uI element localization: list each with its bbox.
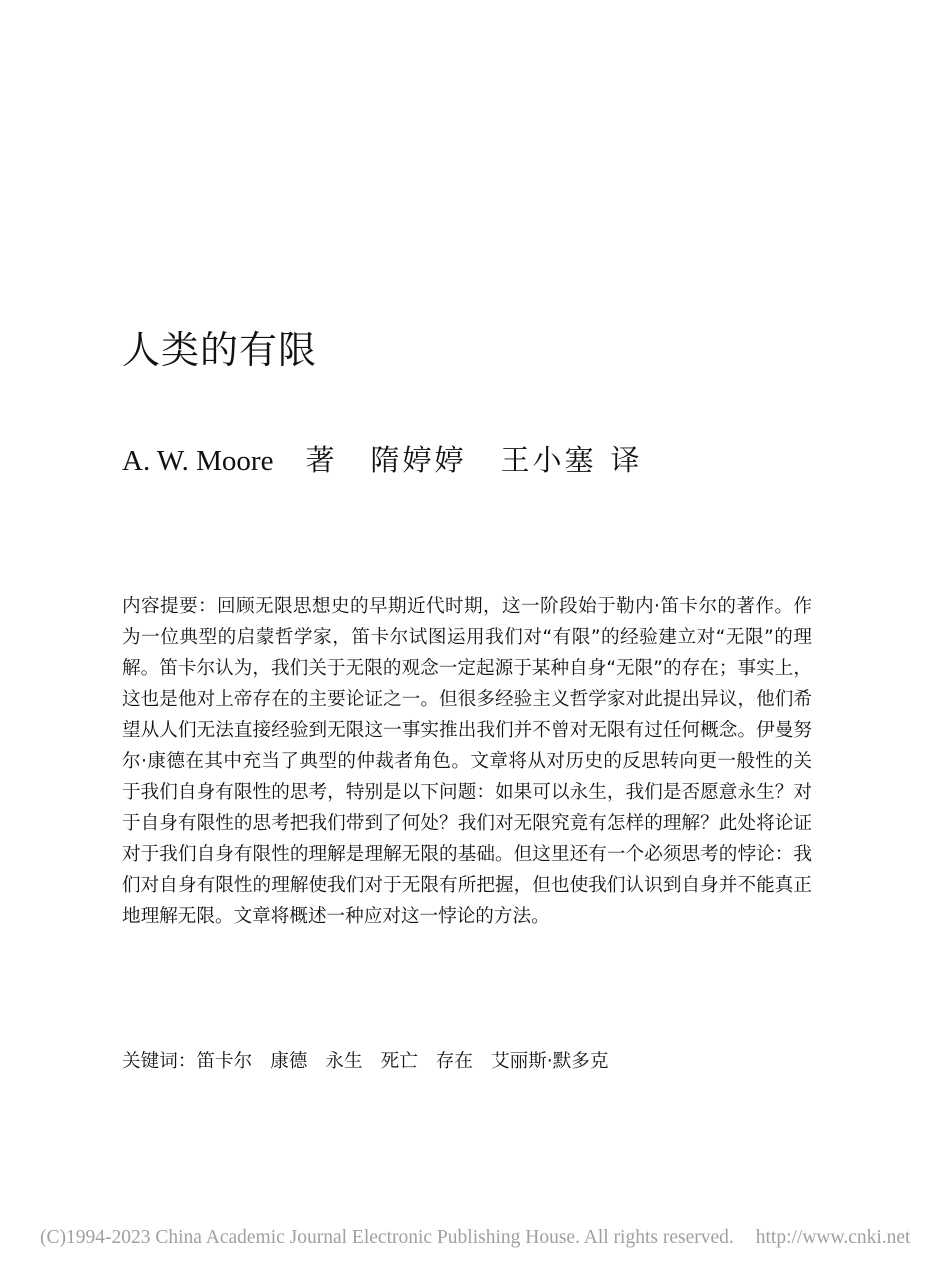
article-title: 人类的有限 bbox=[122, 328, 318, 372]
byline bbox=[122, 444, 642, 479]
abstract bbox=[122, 591, 812, 932]
abstract-label: 内容提要： bbox=[122, 596, 218, 617]
keyword: 死亡 bbox=[380, 1051, 418, 1072]
keyword: 笛卡尔 bbox=[196, 1051, 253, 1072]
keyword: 艾丽斯·默多克 bbox=[491, 1051, 609, 1072]
keywords-label: 关键词： bbox=[122, 1051, 197, 1072]
abstract-text: 回顾无限思想史的早期近代时期，这一阶段始于勒内·笛卡尔的著作。作为一位典型的启蒙哲学家，笛卡尔试图运用我们对“有限”的经验建立对“无限”的理解。笛卡尔认为，我们关于无限的观念一定起源于某种自身“无限”的存在；事实上，这也是他对上帝存在的主要论证之一。但很多经验主义哲学家对此提出异议，他们希望从人们无法直接经验到无限这一事实推出我们并不曾对无限有过任何概念。伊曼努尔·康德在其中充当了典型的仲裁者角色。文章将从对历史的反思转向更一般性的关于我们自身有限性的思考，特别是以下问题：如果可以永生，我们是否愿意永生？对于自身有限性的思考把我们带到了何处？我们对无限究竟有怎样的理解？此处将论证对于我们自身有限性的理解是理解无限的基础。但这里还有一个必须思考的悖论：我们对自身有限性的理解使我们对于无限有所把握，但也使我们认识到自身并不能真正地理解无限。文章将概述一种应对这一悖论的方法。 bbox=[122, 596, 812, 927]
author-name: A. W. Moore bbox=[122, 445, 274, 477]
keywords bbox=[122, 1046, 608, 1077]
footer-url: http://www.cnki.net bbox=[755, 1227, 911, 1248]
keyword: 康德 bbox=[270, 1051, 308, 1072]
keyword: 永生 bbox=[325, 1051, 363, 1072]
translator-name: 隋婷婷 bbox=[370, 445, 467, 477]
copyright-text: (C)1994-2023 China Academic Journal Electronic Publishing House. All rights reserved. bbox=[40, 1227, 734, 1248]
translator-name: 王小塞 bbox=[500, 445, 597, 477]
translator-role: 译 bbox=[610, 445, 642, 477]
author-role: 著 bbox=[305, 445, 337, 477]
keyword: 存在 bbox=[435, 1051, 473, 1072]
copyright-footer bbox=[40, 1227, 910, 1249]
